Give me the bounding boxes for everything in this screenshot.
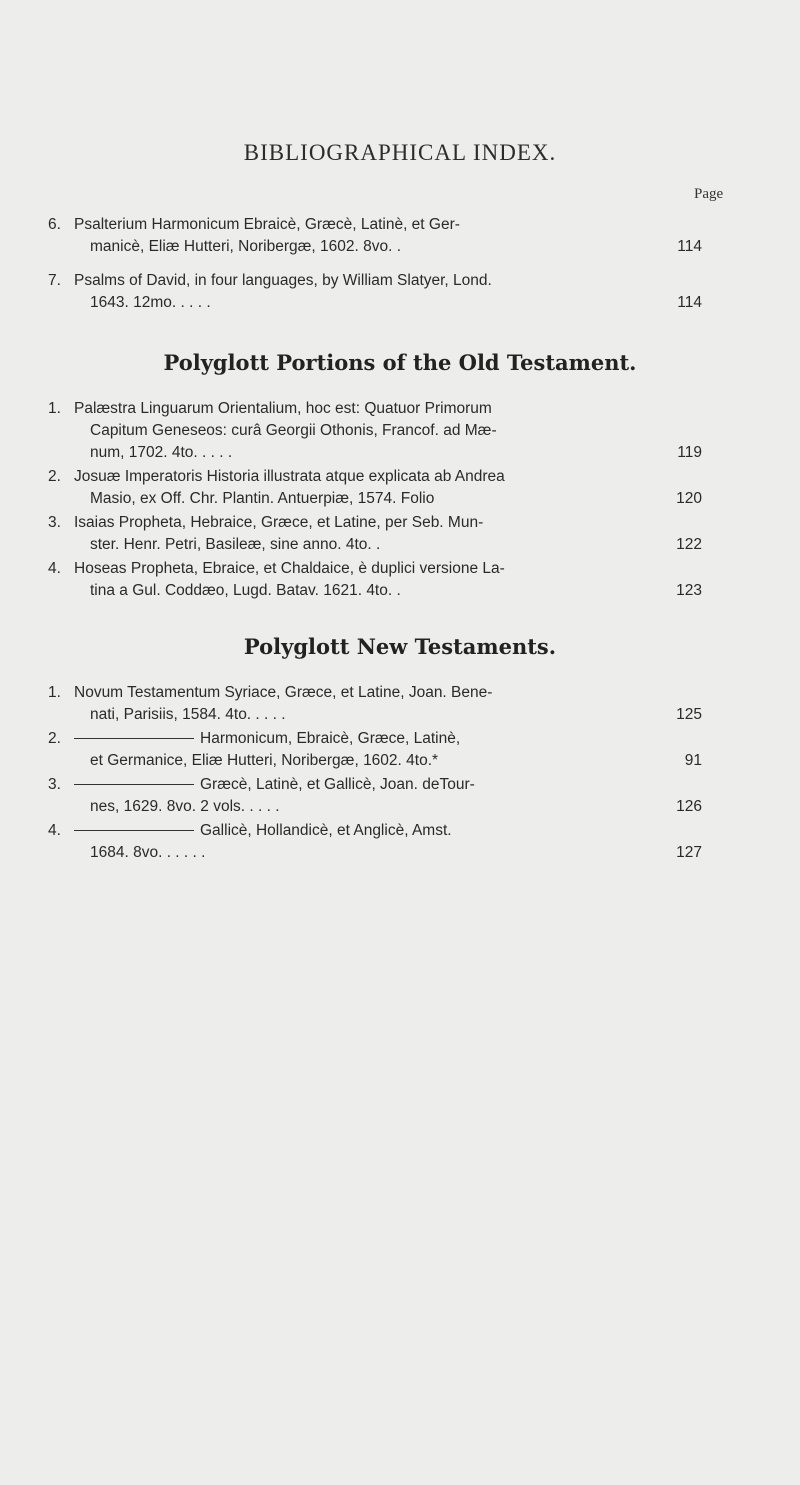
entry-ot-4: 4. Hoseas Propheta, Ebraice, et Chaldaice, è duplici versione La- tina a Gul. Coddæo, Lugd. Batav. 1621. 4to. . 123 (48, 558, 702, 602)
page-number: 119 (677, 444, 702, 461)
entry-ot-1: 1. Palæstra Linguarum Orientalium, hoc est: Quatuor Primorum Capitum Geneseos: curâ Georgii Othonis, Francof. ad Mæ- num, 1702. 4to. . . . . 119 (48, 398, 702, 464)
page-number: 125 (676, 706, 702, 723)
page-number: 120 (676, 490, 702, 507)
running-head: BIBLIOGRAPHICAL INDEX. (243, 140, 557, 165)
page-column-label: Page (694, 186, 724, 202)
entry-ot-3: 3. Isaias Propheta, Hebraice, Græce, et Latine, per Seb. Mun- ster. Henr. Petri, Basileæ, sine anno. 4to. . 122 (48, 512, 702, 556)
page-number: 122 (676, 536, 702, 553)
page-number: 126 (676, 798, 702, 815)
entry-nt-3: 3. Græcè, Latinè, et Gallicè, Joan. deTour- nes, 1629. 8vo. 2 vols. . . . . 126 (48, 774, 702, 818)
entry-7: 7. Psalms of David, in four languages, by William Slatyer, Lond. 1643. 12mo. . . . . 114 (48, 270, 702, 314)
entry-nt-1: 1. Novum Testamentum Syriace, Græce, et Latine, Joan. Bene- nati, Parisiis, 1584. 4to. . . . . 125 (48, 682, 702, 726)
entry-nt-2: 2. Harmonicum, Ebraicè, Græce, Latinè, et Germanice, Eliæ Hutteri, Noribergæ, 1602. 4to.* 91 (48, 728, 702, 772)
entry-ot-2: 2. Josuæ Imperatoris Historia illustrata atque explicata ab Andrea Masio, ex Off. Chr. Plantin. Antuerpiæ, 1574. Folio 120 (48, 466, 702, 510)
entry-nt-4: 4. Gallicè, Hollandicè, et Anglicè, Amst. 1684. 8vo. . . . . . 127 (48, 820, 702, 864)
page-number: 114 (677, 238, 702, 255)
ditto-rule (74, 784, 194, 785)
page-number: 123 (676, 582, 702, 599)
page-number: 114 (677, 294, 702, 311)
page-number: 127 (676, 844, 702, 861)
section-title-new-testaments: Polyglott New Testaments. (243, 634, 557, 659)
ditto-rule (74, 738, 194, 739)
entry-6: 6. Psalterium Harmonicum Ebraicè, Græcè, Latinè, et Ger- manicè, Eliæ Hutteri, Noribergæ, 1602. 8vo. . 114 (48, 214, 702, 258)
page-number: 91 (684, 752, 702, 769)
section-title-old-testament: Polyglott Portions of the Old Testament. (163, 350, 637, 375)
ditto-rule (74, 830, 194, 831)
